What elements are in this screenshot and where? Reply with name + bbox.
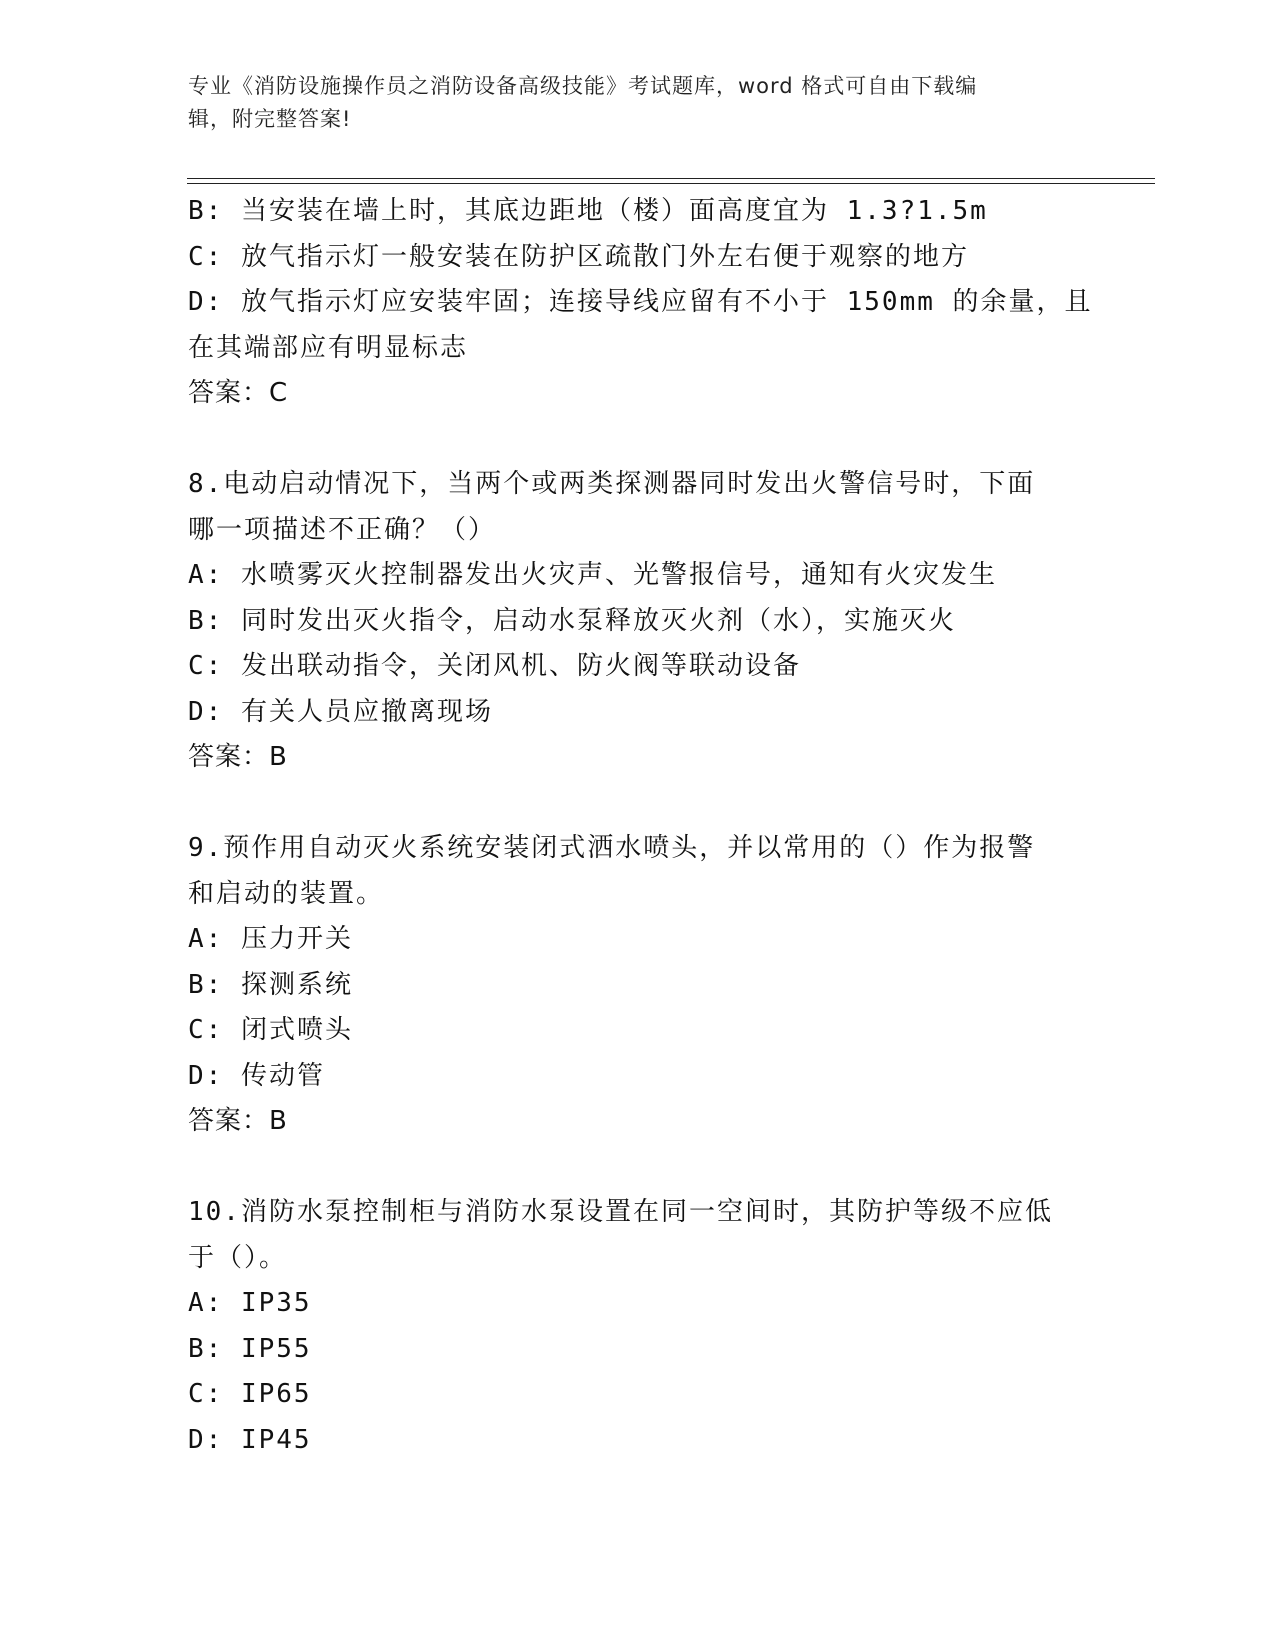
q9-stem-line2: 和启动的装置。 [188,878,385,909]
q7-option-d-line2: 在其端部应有明显标志 [188,332,469,363]
header-line-2: 辑，附完整答案! [188,107,352,131]
q7-option-c: C: 放气指示灯一般安装在防护区疏散门外左右便于观察的地方 [188,241,969,272]
q7-option-d-line1: D: 放气指示灯应安装牢固；连接导线应留有不小于 150mm 的余量，且 [188,287,1093,317]
spacer [188,781,1088,827]
header-line-1: 专业《消防设施操作员之消防设备高级技能》考试题库，word 格式可自由下载编 [188,74,978,98]
header-rule-bottom [187,183,1155,184]
question-10 [188,1190,1088,1463]
q9-stem-line1: 9.预作用自动灭火系统安装闭式洒水喷头，并以常用的（）作为报警 [188,833,1036,863]
spacer [188,1145,1088,1191]
q9-option-d: D: 传动管 [188,1060,325,1091]
q8-stem-line1: 8.电动启动情况下，当两个或两类探测器同时发出火警信号时，下面 [188,469,1036,499]
q9-answer: 答案：B [188,1106,288,1136]
q10-option-b: B: IP55 [188,1333,312,1364]
question-content [188,189,1093,1463]
q8-stem-line2: 哪一项描述不正确？（） [188,514,497,545]
q8-option-b: B: 同时发出灭火指令，启动水泵释放灭火剂（水），实施灭火 [188,605,956,636]
q10-stem-line1: 10.消防水泵控制柜与消防水泵设置在同一空间时，其防护等级不应低 [188,1197,1053,1227]
q10-option-d: D: IP45 [188,1424,312,1455]
q8-option-c: C: 发出联动指令，关闭风机、防火阀等联动设备 [188,651,801,681]
q8-option-d: D: 有关人员应撤离现场 [188,696,493,727]
q10-option-c: C: IP65 [188,1379,312,1409]
header-rule-top [187,178,1155,179]
q7-option-b: B: 当安装在墙上时，其底边距地（楼）面高度宜为 1.3?1.5m [188,196,988,226]
q7-answer: 答案：C [188,378,289,408]
q10-stem-line2: 于（）。 [188,1242,288,1273]
question-7-tail [188,189,1093,417]
q8-answer: 答案：B [188,742,288,772]
q10-option-a: A: IP35 [188,1288,312,1318]
q9-option-c: C: 闭式喷头 [188,1015,353,1045]
q8-option-a: A: 水喷雾灭火控制器发出火灾声、光警报信号，通知有火灾发生 [188,560,997,590]
document-header [188,70,1068,136]
question-8 [188,462,1088,781]
spacer [188,417,1088,463]
q9-option-b: B: 探测系统 [188,969,353,1000]
question-9 [188,826,1088,1145]
q9-option-a: A: 压力开关 [188,924,353,954]
